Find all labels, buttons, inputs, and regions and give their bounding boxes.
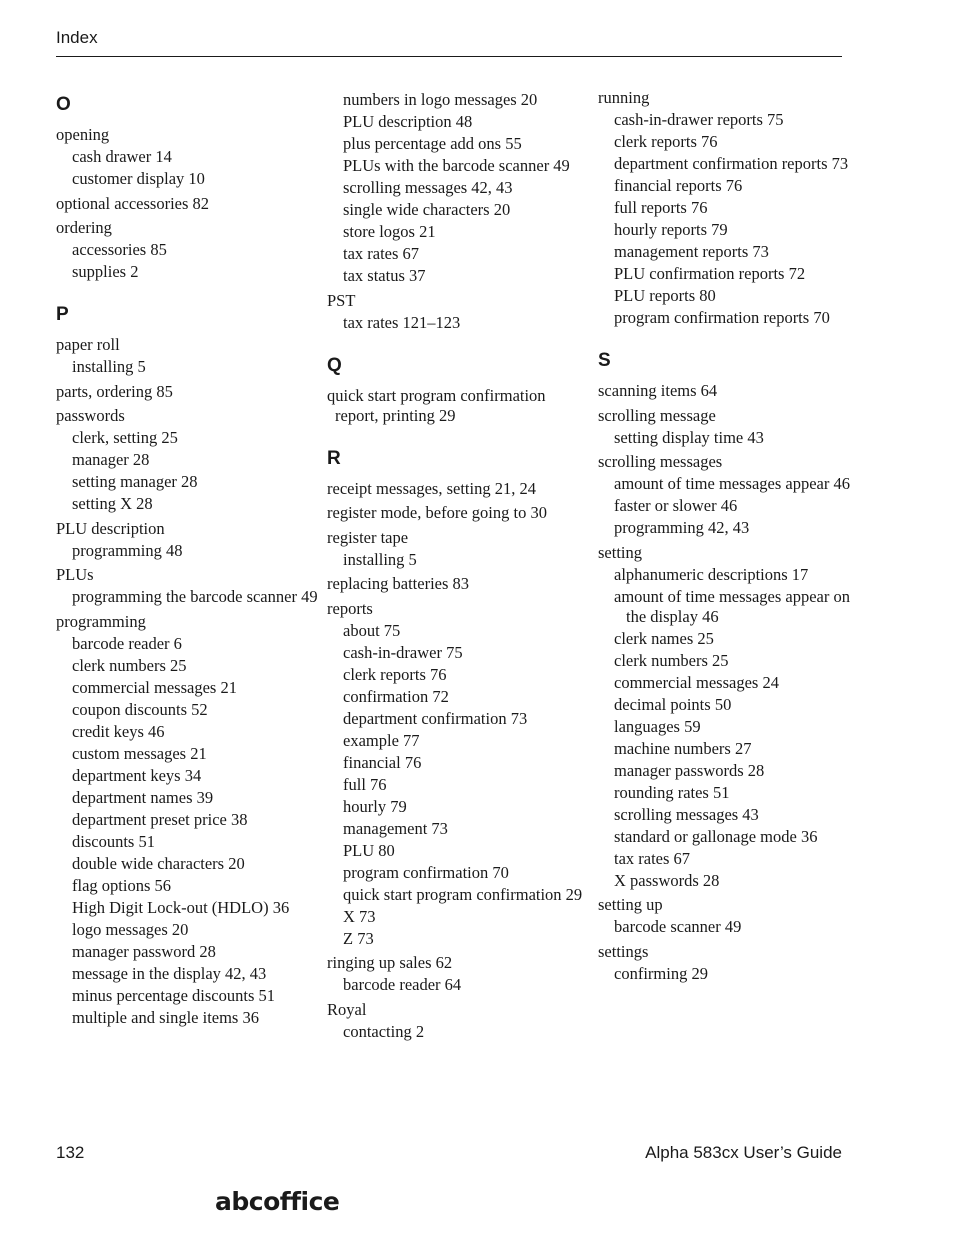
index-subterm: example 77 [343, 730, 420, 750]
index-subterm: double wide characters 20 [72, 853, 245, 873]
index-subterm: customer display 10 [72, 169, 205, 188]
index-term: settings [598, 941, 649, 961]
index-subterm: clerk reports 76 [343, 664, 447, 684]
index-subterm: department preset price 38 [72, 809, 248, 829]
index-entry [598, 381, 860, 401]
index-subterm: cash drawer 14 [72, 147, 172, 166]
index-subterm: full 76 [343, 774, 387, 794]
index-term: setting [598, 542, 642, 562]
index-term: Royal [327, 999, 367, 1019]
index-subterm: minus percentage discounts 51 [72, 985, 275, 1005]
index-subterm: languages 59 [614, 716, 701, 736]
index-subterm: flag options 56 [72, 875, 171, 895]
index-subterm: programming 48 [72, 540, 183, 560]
index-term: setting up [598, 895, 663, 914]
index-subterm: rounding rates 51 [614, 782, 730, 802]
index-subterm: cash-in-drawer 75 [343, 642, 463, 662]
index-entry [327, 599, 589, 949]
index-entry [56, 194, 318, 214]
index-subterm: clerk numbers 25 [72, 655, 187, 675]
index-term: passwords [56, 406, 125, 425]
index-entry [598, 452, 860, 538]
index-subterm: alphanumeric descriptions 17 [614, 564, 809, 584]
index-entry [598, 895, 860, 937]
index-subterm: High Digit Lock-out (HDLO) 36 [72, 897, 290, 917]
index-subterm: scrolling messages 43 [614, 804, 759, 824]
index-entry [56, 519, 318, 561]
index-subterm: supplies 2 [72, 262, 139, 281]
index-entry [327, 574, 589, 594]
index-subterm: plus percentage add ons 55 [343, 134, 522, 153]
index-term: receipt messages, setting 21, 24 [327, 478, 536, 498]
index-subterm: tax rates 67 [343, 244, 420, 263]
index-term: PST [327, 290, 356, 310]
index-column-1 [56, 88, 318, 1032]
index-term: opening [56, 125, 110, 144]
index-subterm: confirming 29 [614, 963, 708, 983]
index-letter-heading: P [56, 304, 69, 325]
index-term: scrolling message [598, 405, 716, 425]
index-entry [56, 406, 318, 514]
index-subterm: installing 5 [343, 549, 417, 569]
index-subterm: programming the barcode scanner 49 [72, 587, 318, 606]
index-entry [327, 90, 589, 286]
index-subterm: message in the display 42, 43 [72, 963, 267, 983]
page-number: 132 [56, 1143, 85, 1162]
index-subterm: PLU description 48 [343, 112, 473, 131]
index-subterm: financial reports 76 [614, 176, 743, 195]
index-subterm: coupon discounts 52 [72, 699, 208, 719]
index-entry [56, 125, 318, 189]
index-subterm: standard or gallonage mode 36 [614, 826, 818, 846]
index-term: parts, ordering 85 [56, 381, 173, 401]
brand-logo: abcoffice [215, 1187, 340, 1216]
index-subterm: clerk, setting 25 [72, 428, 178, 447]
index-subterm: tax rates 121–123 [343, 312, 461, 332]
index-subterm: barcode reader 64 [343, 975, 462, 994]
index-subterm: manager password 28 [72, 941, 216, 961]
index-entry [327, 291, 589, 333]
index-subterm: clerk names 25 [614, 628, 714, 648]
index-subterm: setting X 28 [72, 494, 153, 513]
index-subterm: hourly reports 79 [614, 220, 728, 239]
index-term: scanning items 64 [598, 381, 718, 400]
index-subterm: multiple and single items 36 [72, 1007, 259, 1027]
index-subterm: hourly 79 [343, 796, 407, 816]
index-subterm: PLU confirmation reports 72 [614, 264, 806, 283]
index-subterm: management 73 [343, 818, 448, 838]
index-letter-heading: S [598, 350, 611, 371]
index-term: replacing batteries 83 [327, 574, 470, 593]
index-entry [56, 612, 318, 1028]
index-term: paper roll [56, 335, 120, 354]
index-entry [56, 335, 318, 377]
index-entry [56, 565, 318, 607]
index-subterm: logo messages 20 [72, 919, 189, 939]
index-subterm: amount of time messages appear 46 [614, 474, 850, 493]
index-entry [327, 503, 589, 523]
index-subterm: PLUs with the barcode scanner 49 [343, 156, 570, 175]
index-term: reports [327, 598, 373, 618]
index-entry [327, 953, 589, 995]
index-subterm: department confirmation 73 [343, 708, 528, 728]
index-subterm: financial 76 [343, 752, 422, 772]
index-subterm: contacting 2 [343, 1021, 425, 1041]
index-subterm: machine numbers 27 [614, 738, 752, 758]
index-subterm: scrolling messages 42, 43 [343, 178, 513, 197]
index-subterm: discounts 51 [72, 831, 155, 851]
index-subterm: department confirmation reports 73 [614, 154, 849, 173]
index-subterm: tax status 37 [343, 266, 426, 285]
index-subterm: single wide characters 20 [343, 200, 511, 219]
index-entry [598, 942, 860, 984]
index-subterm: PLU 80 [343, 840, 395, 860]
index-column-3 [598, 88, 860, 988]
index-subterm: clerk numbers 25 [614, 650, 729, 670]
index-entry [327, 479, 589, 499]
index-subterm: manager 28 [72, 450, 150, 469]
running-header: Index [56, 28, 98, 47]
index-entry [598, 88, 860, 328]
index-term: scrolling messages [598, 452, 723, 471]
index-subterm: program confirmation 70 [343, 862, 509, 882]
index-term: running [598, 88, 650, 107]
index-subterm: programming 42, 43 [614, 518, 750, 537]
index-term: programming [56, 611, 146, 631]
index-subterm: full reports 76 [614, 198, 708, 217]
index-subterm: accessories 85 [72, 240, 167, 259]
index-subterm: about 75 [343, 620, 401, 640]
index-term: ringing up sales 62 [327, 953, 453, 972]
index-subterm: department names 39 [72, 787, 214, 807]
index-subterm: commercial messages 24 [614, 672, 779, 692]
index-entry [598, 543, 860, 891]
index-subterm: amount of time messages appear on the display 46 [614, 586, 850, 626]
index-term: PLUs [56, 565, 94, 584]
index-entry [327, 1000, 589, 1042]
index-subterm: clerk reports 76 [614, 132, 718, 151]
index-term: ordering [56, 218, 112, 237]
guide-title: Alpha 583cx User’s Guide [645, 1143, 842, 1162]
index-subterm: setting manager 28 [72, 472, 198, 491]
index-subterm: X 73 [343, 906, 376, 926]
index-subterm: commercial messages 21 [72, 677, 237, 697]
index-subterm: cash-in-drawer reports 75 [614, 110, 784, 129]
index-subterm: department keys 34 [72, 765, 202, 785]
index-letter-heading: Q [327, 354, 342, 376]
index-term: register mode, before going to 30 [327, 503, 547, 522]
index-subterm: decimal points 50 [614, 694, 732, 714]
index-letter-heading: O [56, 94, 71, 115]
index-subterm: numbers in logo messages 20 [343, 90, 538, 109]
index-subterm: barcode reader 6 [72, 633, 182, 653]
index-subterm: program confirmation reports 70 [614, 308, 830, 327]
index-subterm: quick start program confirmation 29 [343, 884, 583, 904]
index-subterm: X passwords 28 [614, 870, 720, 890]
index-subterm: Z 73 [343, 928, 374, 948]
index-entry [598, 406, 860, 448]
index-term: PLU description [56, 518, 165, 538]
index-letter-heading: R [327, 447, 341, 469]
index-term: register tape [327, 527, 409, 547]
index-entry [56, 382, 318, 402]
index-subterm: barcode scanner 49 [614, 917, 742, 936]
index-subterm: credit keys 46 [72, 721, 165, 741]
index-subterm: management reports 73 [614, 242, 769, 261]
index-subterm: faster or slower 46 [614, 496, 738, 515]
index-term: optional accessories 82 [56, 193, 210, 213]
index-column-2 [327, 88, 589, 1046]
index-subterm: PLU reports 80 [614, 286, 716, 305]
index-entry [327, 528, 589, 570]
index-subterm: confirmation 72 [343, 686, 449, 706]
index-subterm: installing 5 [72, 357, 146, 376]
index-entry [56, 218, 318, 282]
index-subterm: tax rates 67 [614, 848, 691, 868]
index-subterm: setting display time 43 [614, 427, 764, 447]
index-term: quick start program confirmation report, printing 29 [327, 385, 546, 425]
index-subterm: manager passwords 28 [614, 760, 765, 780]
header-rule [56, 56, 842, 57]
index-subterm: custom messages 21 [72, 743, 207, 763]
index-subterm: store logos 21 [343, 222, 436, 241]
index-entry [327, 386, 589, 426]
